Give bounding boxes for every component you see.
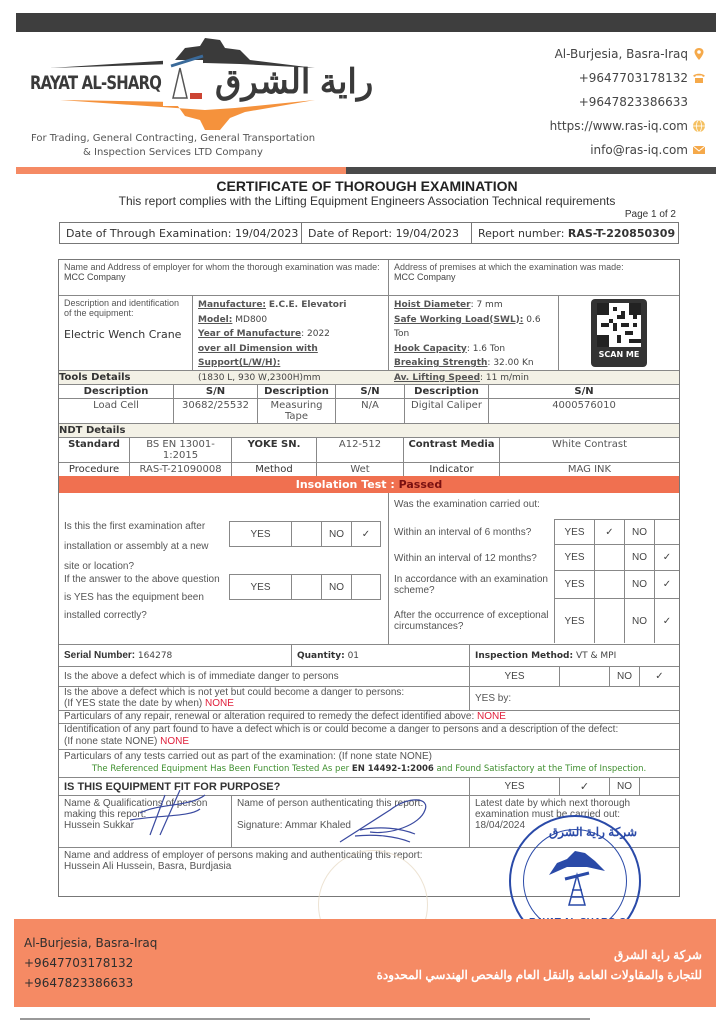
employer-label: Name and Address of employer for whom the thorough examination was made: <box>64 262 380 272</box>
signature-hussein-icon <box>120 785 210 840</box>
tools-cell: Digital Caliper <box>405 399 489 423</box>
future-danger-instruction: (If YES state the date by when) <box>64 698 203 709</box>
top-bar <box>16 13 716 32</box>
first-exam-question: Is this the first examination after installation or assembly at a new site or location? <box>64 521 209 572</box>
quantity-value: 01 <box>347 650 360 661</box>
signature-ammar-icon <box>330 790 440 850</box>
premises-label: Address of premises at which the examination was made: <box>394 262 624 272</box>
authenticator-label: Name of person authenticating this report: <box>237 798 424 809</box>
phone1-text: +9647703178132 <box>578 71 688 85</box>
serial-cell <box>59 645 292 666</box>
interval-answer <box>554 519 679 545</box>
identification-row <box>59 724 679 750</box>
installed-no-box[interactable] <box>352 575 380 599</box>
contact-email[interactable] <box>550 138 706 162</box>
questions-right <box>389 493 679 644</box>
globe-icon <box>692 119 706 133</box>
hook-label: Hook Capacity <box>394 343 467 354</box>
swl-line <box>394 313 553 342</box>
swl-label: Safe Working Load(SWL): <box>394 314 524 325</box>
equipment-desc-value: Electric Wench Crane <box>64 328 182 341</box>
equipment-desc-label: Description and identification of the equipment: <box>64 298 180 318</box>
logo-english-text: RAYAT AL-SHARQ <box>30 72 162 94</box>
equipment-desc-cell <box>59 296 193 370</box>
next-exam-label: Latest date by which next thorough examination must be carried out: <box>475 798 631 820</box>
no-box[interactable]: ✓ <box>662 615 672 627</box>
phone-icon <box>692 71 706 85</box>
interval-question: After the occurrence of exceptional circumstances? <box>394 610 549 632</box>
inspection-method-cell <box>470 645 679 666</box>
year-line: Year of Manufacture: 2022 <box>198 329 330 339</box>
header-divider-orange <box>16 167 346 174</box>
tagline-line1: For Trading, General Contracting, General Transportation <box>30 133 316 144</box>
interval-item-6-months <box>389 519 679 545</box>
year-label: Year of Manufacture <box>198 329 302 339</box>
serial-row <box>59 645 679 667</box>
yes-label: YES <box>555 545 595 570</box>
yes-label: YES <box>230 522 292 546</box>
insolation-label: Insolation Test : <box>295 478 395 491</box>
hook-value: 1.6 Ton <box>472 343 506 354</box>
no-box[interactable] <box>655 520 679 544</box>
no-box[interactable]: ✓ <box>662 579 672 590</box>
identification-instruction: (If none state NONE) <box>64 736 158 747</box>
location-pin-icon <box>692 47 706 61</box>
first-exam-answer <box>229 521 381 547</box>
no-label: NO <box>625 520 655 544</box>
model-line <box>198 313 383 328</box>
tools-header-cell: Description <box>258 385 336 398</box>
no-label: NO <box>322 522 352 546</box>
report-number-cell <box>472 223 678 243</box>
fit-no-box[interactable] <box>640 778 679 795</box>
immediate-danger-yes-box[interactable] <box>560 667 610 686</box>
tools-header-cell: S/N <box>574 386 594 397</box>
tools-header-cell: Description <box>405 385 489 398</box>
tests-row <box>59 750 679 778</box>
premises-cell <box>389 260 679 295</box>
qr-cell <box>559 296 679 370</box>
ndt-label: Method <box>232 463 317 476</box>
repair-row <box>59 711 679 724</box>
yes-label: YES <box>555 599 595 643</box>
insolation-test-bar <box>59 476 679 493</box>
ndt-value: BS EN 13001-1:2015 <box>130 438 232 462</box>
tools-column-headers <box>59 385 679 399</box>
header-contact <box>550 42 706 162</box>
ndt-label: Standard <box>59 438 130 462</box>
serial-label: Serial Number: <box>64 650 136 661</box>
tools-header-cell: S/N <box>174 385 258 398</box>
interval-question: Within an interval of 12 months? <box>394 552 537 564</box>
future-danger-question: Is the above a defect which is not yet but could become a danger to persons: <box>64 687 405 698</box>
quantity-label: Quantity: <box>297 650 345 661</box>
footer-phone1: +9647703178132 <box>24 956 134 970</box>
installed-yes-box[interactable] <box>292 575 322 599</box>
footer-contact <box>24 933 157 993</box>
insolation-result: Passed <box>398 478 443 491</box>
future-danger-row <box>59 687 679 711</box>
immediate-danger-no-box[interactable]: ✓ <box>655 671 664 682</box>
next-exam-date: 18/04/2024 <box>475 820 526 831</box>
report-employer-label: Name and address of employer of persons making and authenticating this report: <box>64 850 423 861</box>
employer-cell <box>59 260 389 295</box>
employer-value: MCC Company <box>64 272 126 282</box>
company-logo <box>25 38 374 133</box>
yes-box[interactable] <box>595 545 625 570</box>
footer-arabic-line1: شركة راية الشرق <box>613 948 702 962</box>
interval-answer <box>554 545 679 571</box>
identification-label: Identification of any part found to have a defect which is or could become a danger to persons and a description of the defect: <box>64 724 619 735</box>
yes-box[interactable] <box>595 571 625 598</box>
speed-line: Av. Lifting Speed: 11 m/min <box>394 372 530 383</box>
no-label: NO <box>625 571 655 598</box>
ndt-label: Procedure <box>59 463 130 476</box>
bottom-line <box>20 1018 590 1020</box>
stamp-gear-icon <box>547 845 607 915</box>
speed-label: Av. Lifting Speed <box>394 372 481 383</box>
yes-label: YES <box>470 778 560 795</box>
installed-correctly-answer <box>229 574 381 600</box>
no-label: NO <box>610 667 640 686</box>
repair-label: Particulars of any repair, renewal or alteration required to remedy the defect identified above: <box>64 711 475 722</box>
yes-label: YES <box>555 571 595 598</box>
address-text: Al-Burjesia, Basra-Iraq <box>554 47 688 61</box>
breaking-value: 32.00 Kn <box>493 358 534 368</box>
certificate-title: CERTIFICATE OF THOROUGH EXAMINATION <box>216 178 518 194</box>
contact-website[interactable] <box>550 114 706 138</box>
tools-cell: Measuring Tape <box>258 399 336 423</box>
ndt-value: White Contrast <box>552 439 627 450</box>
stamp-arabic-text: شركة راية الشرق <box>549 825 638 839</box>
page-number: Page 1 of 2 <box>624 209 676 220</box>
tests-label: Particulars of any tests carried out as part of the examination: (If none state NONE) <box>64 751 432 762</box>
ndt-value: A12-512 <box>317 438 404 462</box>
yes-by-field: YES by: <box>475 693 512 704</box>
questions-row <box>59 493 679 645</box>
ndt-label: Contrast Media <box>404 438 500 462</box>
premises-value: MCC Company <box>394 272 456 282</box>
footer-phone2: +9647823386633 <box>24 976 134 990</box>
report-number-value: RAS-T-220850309 <box>567 226 676 240</box>
employer-row <box>59 260 679 296</box>
hoist-label: Hoist Diameter <box>394 300 471 310</box>
fit-for-purpose-label: IS THIS EQUIPMENT FIT FOR PURPOSE? <box>59 778 470 795</box>
report-date-value: 19/04/2023 <box>395 226 459 240</box>
tests-standard: EN 14492-1:2006 <box>351 764 434 774</box>
footer <box>14 919 716 1007</box>
interval-item-exceptional <box>389 599 679 643</box>
report-info-row <box>59 222 679 244</box>
no-box[interactable]: ✓ <box>662 552 672 563</box>
ndt-label: YOKE SN. <box>232 438 317 462</box>
hoist-value: 7 mm <box>476 300 503 310</box>
yes-label: YES <box>230 575 292 599</box>
hook-line: Hook Capacity: 1.6 Ton <box>394 343 506 354</box>
exam-date-cell <box>60 223 302 243</box>
yes-label: YES <box>470 667 560 686</box>
questions-left <box>59 493 389 644</box>
report-number-label: Report number: <box>478 226 565 240</box>
immediate-danger-question: Is the above a defect which is of immediate danger to persons <box>59 667 470 686</box>
interval-item-12-months <box>389 545 679 571</box>
report-date-label: Date of Report: <box>308 226 393 240</box>
ndt-value: Wet <box>317 463 404 476</box>
interval-list <box>389 519 679 643</box>
contact-phone2 <box>550 90 706 114</box>
ndt-row-1 <box>59 438 679 463</box>
qr-code-icon <box>597 303 641 347</box>
first-exam-no-box[interactable]: ✓ <box>361 528 371 540</box>
quantity-cell <box>292 645 470 666</box>
tests-post: and Found Satisfactory at the Time of Inspection. <box>436 764 647 774</box>
model-value: MD800 <box>235 314 268 325</box>
yes-label: YES <box>555 520 595 544</box>
no-label: NO <box>625 545 655 570</box>
ndt-value: RAS-T-21090008 <box>130 463 232 476</box>
tools-header-cell: Description <box>59 385 174 398</box>
identification-value: NONE <box>160 736 190 747</box>
manufacture-value: E.C.E. Elevatori <box>268 300 347 310</box>
installed-correctly-question: If the answer to the above question is YES has the equipment been installed correctly? <box>64 574 220 621</box>
fit-yes-box[interactable]: ✓ <box>560 778 610 795</box>
contact-address <box>550 42 706 66</box>
authenticator-value: Signature: Ammar Khaled <box>237 820 351 831</box>
report-maker-value: Hussein Sukkar <box>64 820 135 831</box>
interval-item-scheme <box>389 571 679 599</box>
exam-date-label: Date of Through Examination: <box>66 226 232 240</box>
serial-value: 164278 <box>137 650 173 661</box>
ndt-row-2 <box>59 463 679 476</box>
breaking-line: Breaking Strength: 32.00 Kn <box>394 358 534 368</box>
equipment-spec-cell <box>193 296 389 383</box>
model-label: Model: <box>198 314 233 325</box>
qr-code[interactable] <box>591 299 647 367</box>
tools-cell: 4000576010 <box>552 400 616 411</box>
tests-statement <box>59 763 679 776</box>
future-danger-cell <box>59 687 470 710</box>
report-employer-value: Hussein Ali Hussein, Basra, Burdjasia <box>64 861 232 872</box>
certificate-subtitle: This report complies with the Lifting Equipment Engineers Association Technical requirements <box>118 194 616 208</box>
tools-header: Tools Details <box>59 371 679 385</box>
footer-arabic-line2: للتجارة والمقاولات العامة والنقل العام والفحص الهندسي المحدودة <box>376 968 702 982</box>
interval-answer <box>554 571 679 599</box>
website-link[interactable]: https://www.ras-iq.com <box>549 119 688 133</box>
phone2-text: +9647823386633 <box>578 95 688 109</box>
ndt-label: Indicator <box>404 463 500 476</box>
contact-phone1 <box>550 66 706 90</box>
email-link[interactable]: info@ras-iq.com <box>590 143 688 157</box>
ndt-header: NDT Details <box>59 424 679 438</box>
inspection-method-label: Inspection Method: <box>475 650 574 661</box>
company-tagline <box>18 132 328 160</box>
interval-question: Within an interval of 6 months? <box>394 526 532 538</box>
interval-question: In accordance with an examination scheme? <box>394 574 548 596</box>
tagline-line2: & Inspection Services LTD Company <box>83 147 263 158</box>
breaking-label: Breaking Strength <box>394 358 488 368</box>
report-maker-label: Name & Qualifications of person making this report: <box>64 798 208 820</box>
immediate-danger-row <box>59 667 679 687</box>
exam-date-value: 19/04/2023 <box>234 226 299 240</box>
manufacture-line <box>198 298 383 313</box>
dimension-label: over all Dimension with Support(L/W/H): <box>198 343 318 368</box>
footer-arabic <box>377 945 702 985</box>
first-exam-yes-box[interactable] <box>292 522 322 546</box>
tests-pre: The Referenced Equipment Has Been Function Tested As per <box>91 764 350 774</box>
no-label: NO <box>625 599 655 643</box>
no-label: NO <box>322 575 352 599</box>
yes-box[interactable]: ✓ <box>595 520 625 544</box>
tools-row <box>59 399 679 424</box>
repair-value: NONE <box>477 711 506 722</box>
tools-cell: 30682/25532 <box>174 399 258 423</box>
logo-arabic-text: راية الشرق <box>215 63 374 101</box>
inspection-method-value: VT & MPI <box>575 650 617 661</box>
year-value: 2022 <box>307 329 330 339</box>
swl-value: 0.6 Ton <box>394 314 541 339</box>
future-danger-value: NONE <box>205 698 234 709</box>
dimension-value: (1830 L, 930 W,2300H)mm <box>198 372 321 383</box>
report-date-cell <box>302 223 472 243</box>
equipment-load-cell <box>389 296 559 383</box>
no-label: NO <box>610 778 640 795</box>
interval-answer <box>554 599 679 643</box>
speed-value: 11 m/min <box>485 372 530 383</box>
header-divider-dark <box>346 167 716 174</box>
manufacture-label: Manufacture: <box>198 300 267 310</box>
tools-cell: Load Cell <box>59 399 174 423</box>
tools-cell: N/A <box>336 399 405 423</box>
ndt-value: MAG INK <box>567 464 612 475</box>
dimension-line <box>198 342 383 371</box>
footer-address: Al-Burjesia, Basra-Iraq <box>24 936 158 950</box>
scan-me-label: SCAN ME <box>598 350 640 359</box>
yes-box[interactable] <box>595 599 625 643</box>
tools-header-cell: S/N <box>336 385 405 398</box>
interval-title: Was the examination carried out: <box>394 499 540 510</box>
hoist-line: Hoist Diameter: 7 mm <box>394 300 503 310</box>
mail-icon <box>692 143 706 157</box>
